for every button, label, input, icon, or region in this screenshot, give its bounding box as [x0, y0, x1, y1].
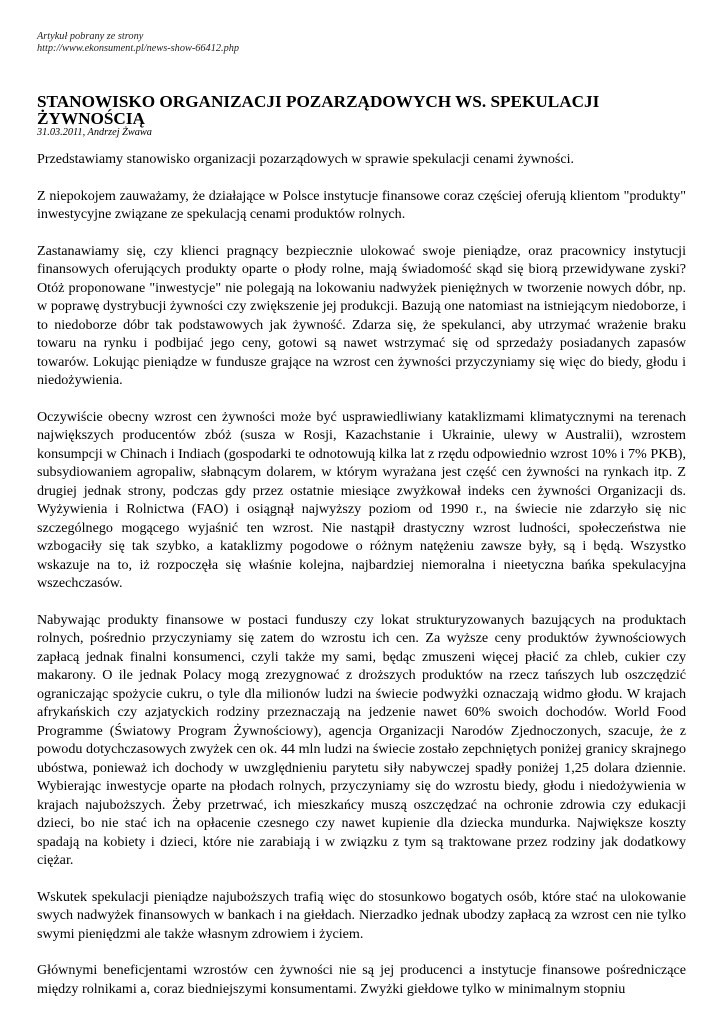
document-page	[37, 31, 686, 998]
article-paragraph: Nabywając produkty finansowe w postaci funduszy czy lokat strukturyzowanych bazujących na produktach rolnych, pośrednio przyczyniamy się zatem do wzrostu ich cen. Za wyższe ceny produktów żywnościowych zapłacą jednak finalni konsumenci, czyli także my sami, będąc zmuszeni więcej płacić za chleb, cukier czy makarony. O ile jednak Polacy mogą zrezygnować z droższych produktów na rzecz tańszych lub oszczędzić ograniczając spożycie cukru, o tyle dla milionów ludzi na świecie podwyżki oznaczają widmo głodu. W krajach afrykańskich czy azjatyckich rodziny przeznaczają na jedzenie nawet 60% swoich dochodów. World Food Programme (Światowy Program Żywnościowy), agencja Organizacji Narodów Zjednoczonych, szacuje, że z powodu dotychczasowych zwyżek cen ok. 44 mln ludzi na świecie zostało zepchniętych poniżej granicy skrajnego ubóstwa, ponieważ ich dochody w uwzględnieniu parytetu siły nabywczej spadły poniżej 1,25 dolara dziennie. Wybierając inwestycje oparte na płodach rolnych, przyczyniamy się do wzrostu biedy, głodu i niedożywienia w krajach najuboższych. Żeby przetrwać, ich mieszkańcy muszą oszczędzać na ochronie zdrowia czy edukacji dzieci, bo nie stać ich na opłacenie czesnego czy nawet kupienie dla dziecka mundurka. Największe koszty spadają na kobiety i dzieci, które nie zarabiają i w związku z tym są traktowane przez rodziny jak dodatkowy ciężar.	[37, 611, 686, 868]
article-title: STANOWISKO ORGANIZACJI POZARZĄDOWYCH WS. SPEKULACJI ŻYWNOŚCIĄ	[37, 92, 600, 128]
source-label: Artykuł pobrany ze strony	[37, 31, 144, 42]
article-paragraph: Oczywiście obecny wzrost cen żywności może być usprawiedliwiany kataklizmami klimatycznymi na terenach największych producentów zbóż (susza w Rosji, Kazachstanie i Ukrainie, ulewy w Australii), wzrostem konsumpcji w Chinach i Indiach (gospodarki te odnotowują kilka lat z rzędu odpowiednio wzrost 10% i 7% PKB), subsydiowaniem agropaliw, słabnącym dolarem, w którym wyrażana jest część cen żywności na rynkach itp. Z drugiej jednak strony, podczas gdy przez ostatnie miesiące zwyżkował indeks cen żywności Organizacji ds. Wyżywienia i Rolnictwa (FAO) i osiągnął najwyższy poziom od 1990 r., na świecie nie zdarzyło się nic szczególnego mogącego wyjaśnić ten wzrost. Nie nastąpił drastyczny wzrost ludności, społeczeństwa nie wzbogaciły się tak szybko, a kataklizmy pogodowe o różnym natężeniu zawsze były, są i będą. Wszystko wskazuje na to, iż rozpoczęła się właśnie kolejna, najbardziej niemoralna i nieetyczna bańka spekulacyjna wszechczasów.	[37, 408, 686, 591]
article-paragraph: Z niepokojem zauważamy, że działające w Polsce instytucje finansowe coraz częściej oferują klientom "produkty" inwestycyjne związane ze spekulacją cenami produktów rolnych.	[37, 187, 686, 222]
article-paragraph: Zastanawiamy się, czy klienci pragnący bezpiecznie ulokować swoje pieniądze, oraz pracownicy instytucji finansowych oferujących produkty oparte o płody rolne, mają świadomość skąd się biorą przewidywane zyski? Otóż proponowane "inwestycje" nie polegają na lokowaniu nadwyżek pieniężnych w tworzenie nowych dóbr, np. w poprawę dystrybucji żywności czy zwiększenie jej produkcji. Bazują one natomiast na istniejącym niedoborze, i to niedoborze dóbr tak podstawowych jak żywność. Zdarza się, że spekulanci, aby utrzymać wrażenie braku towaru na rynku i podbijać jego ceny, gotowi są nawet wstrzymać się od sprzedaży posiadanych zapasów towarów. Lokując pieniądze w fundusze grające na wzrost cen żywności przyczyniamy się więc do biedy, głodu i niedożywienia.	[37, 242, 686, 388]
article-paragraph: Przedstawiamy stanowisko organizacji pozarządowych w sprawie spekulacji cenami żywności.	[37, 151, 575, 167]
article-byline: 31.03.2011, Andrzej Żwawa	[37, 127, 152, 138]
article-paragraph: Wskutek spekulacji pieniądze najuboższych trafią więc do stosunkowo bogatych osób, które stać na ulokowanie swych nadwyżek finansowych w bankach i na giełdach. Nierzadko jednak ubodzy zapłacą za wzrost cen nie tylko swymi pieniędzmi ale także własnym zdrowiem i życiem.	[37, 888, 686, 942]
article-paragraph: Głównymi beneficjentami wzrostów cen żywności nie są jej producenci a instytucje finansowe pośredniczące między rolnikami a, coraz biedniejszymi konsumentami. Zwyżki giełdowe tylko w minimalnym stopniu	[37, 962, 686, 997]
source-header	[37, 31, 686, 55]
source-url: http://www.ekonsument.pl/news-show-66412.php	[37, 43, 240, 54]
article-body	[37, 150, 686, 998]
